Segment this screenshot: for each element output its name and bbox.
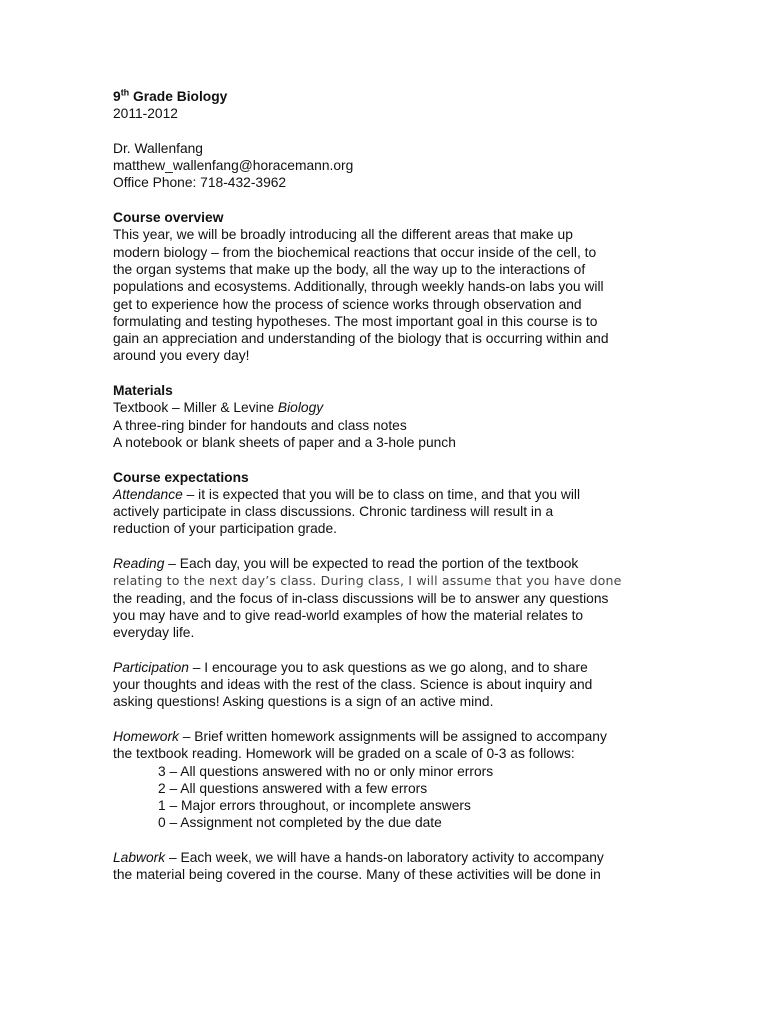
- labwork-text: – Each week, we will have a hands-on laboratory activity to accompany: [165, 850, 604, 866]
- participation-line: your thoughts and ideas with the rest of the class. Science is about inquiry and: [113, 677, 593, 693]
- participation-text: – I encourage you to ask questions as we go along, and to share: [188, 659, 588, 675]
- labwork-line: the material being covered in the course. Many of these activities will be done in: [113, 867, 601, 883]
- overview-paragraph: [113, 226, 658, 364]
- homework-paragraph: [113, 728, 658, 832]
- materials-item: A three-ring binder for handouts and class notes: [113, 417, 407, 433]
- grading-scale-item: 2 – All questions answered with a few errors: [158, 780, 428, 796]
- overview-line: This year, we will be broadly introducing all the different areas that make up: [113, 227, 573, 243]
- reading-text: – Each day, you will be expected to read the portion of the textbook: [164, 556, 579, 572]
- reading-line: relating to the next day’s class. During class, I will assume that you have done: [113, 573, 622, 589]
- labwork-paragraph: [113, 849, 658, 884]
- overview-line: gain an appreciation and understanding of the biology that is occurring within and: [113, 331, 609, 347]
- expectations-heading: Course expectations: [113, 469, 249, 485]
- grading-scale-item: 1 – Major errors throughout, or incomplete answers: [158, 798, 471, 814]
- participation-paragraph: [113, 659, 658, 711]
- course-title: [113, 88, 658, 105]
- overview-line: get to experience how the process of science works through observation and: [113, 296, 582, 312]
- reading-term: Reading: [113, 556, 165, 572]
- overview-line: the organ systems that make up the body, all the way up to the interactions of: [113, 261, 586, 277]
- overview-heading: Course overview: [113, 210, 224, 226]
- teacher-name: Dr. Wallenfang: [113, 140, 203, 156]
- attendance-term: Attendance: [113, 486, 183, 502]
- school-year: 2011-2012: [113, 106, 178, 122]
- reading-line: the reading, and the focus of in-class discussions will be to answer any questions: [113, 590, 609, 606]
- homework-text: – Brief written homework assignments will be assigned to accompany: [178, 728, 607, 744]
- attendance-line: actively participate in class discussions. Chronic tardiness will result in a: [113, 504, 554, 520]
- title-superscript: th: [120, 87, 130, 98]
- textbook-label: Textbook – Miller & Levine: [113, 400, 278, 416]
- labwork-term: Labwork: [113, 850, 166, 866]
- title-text: Grade Biology: [129, 89, 228, 104]
- attendance-line: reduction of your participation grade.: [113, 521, 337, 537]
- title-number: 9: [113, 89, 121, 104]
- reading-line: everyday life.: [113, 625, 195, 641]
- participation-line: asking questions! Asking questions is a sign of an active mind.: [113, 694, 494, 710]
- reading-line: you may have and to give read-world examples of how the material relates to: [113, 607, 584, 623]
- overview-line: modern biology – from the biochemical reactions that occur inside of the cell, to: [113, 244, 597, 260]
- syllabus-content: [113, 88, 658, 884]
- homework-term: Homework: [113, 728, 179, 744]
- teacher-email[interactable]: [113, 157, 658, 174]
- textbook-title: Biology: [277, 400, 324, 416]
- overview-line: around you every day!: [113, 348, 250, 364]
- materials-heading: Materials: [113, 383, 173, 399]
- attendance-text: – it is expected that you will be to class on time, and that you will: [182, 486, 581, 502]
- grading-scale-item: 0 – Assignment not completed by the due date: [158, 815, 442, 831]
- overview-line: populations and ecosystems. Additionally, through weekly hands-on labs you will: [113, 279, 604, 295]
- materials-textbook: [113, 399, 658, 416]
- participation-term: Participation: [113, 659, 189, 675]
- reading-paragraph: [113, 555, 658, 641]
- materials-item: A notebook or blank sheets of paper and a 3-hole punch: [113, 434, 456, 450]
- attendance-paragraph: [113, 486, 658, 538]
- office-phone: Office Phone: 718-432-3962: [113, 175, 287, 191]
- overview-line: formulating and testing hypotheses. The most important goal in this course is to: [113, 313, 598, 329]
- email-link[interactable]: matthew_wallenfang@horacemann.org: [113, 158, 354, 174]
- homework-line: the textbook reading. Homework will be graded on a scale of 0-3 as follows:: [113, 746, 575, 762]
- grading-scale-item: 3 – All questions answered with no or only minor errors: [158, 763, 494, 779]
